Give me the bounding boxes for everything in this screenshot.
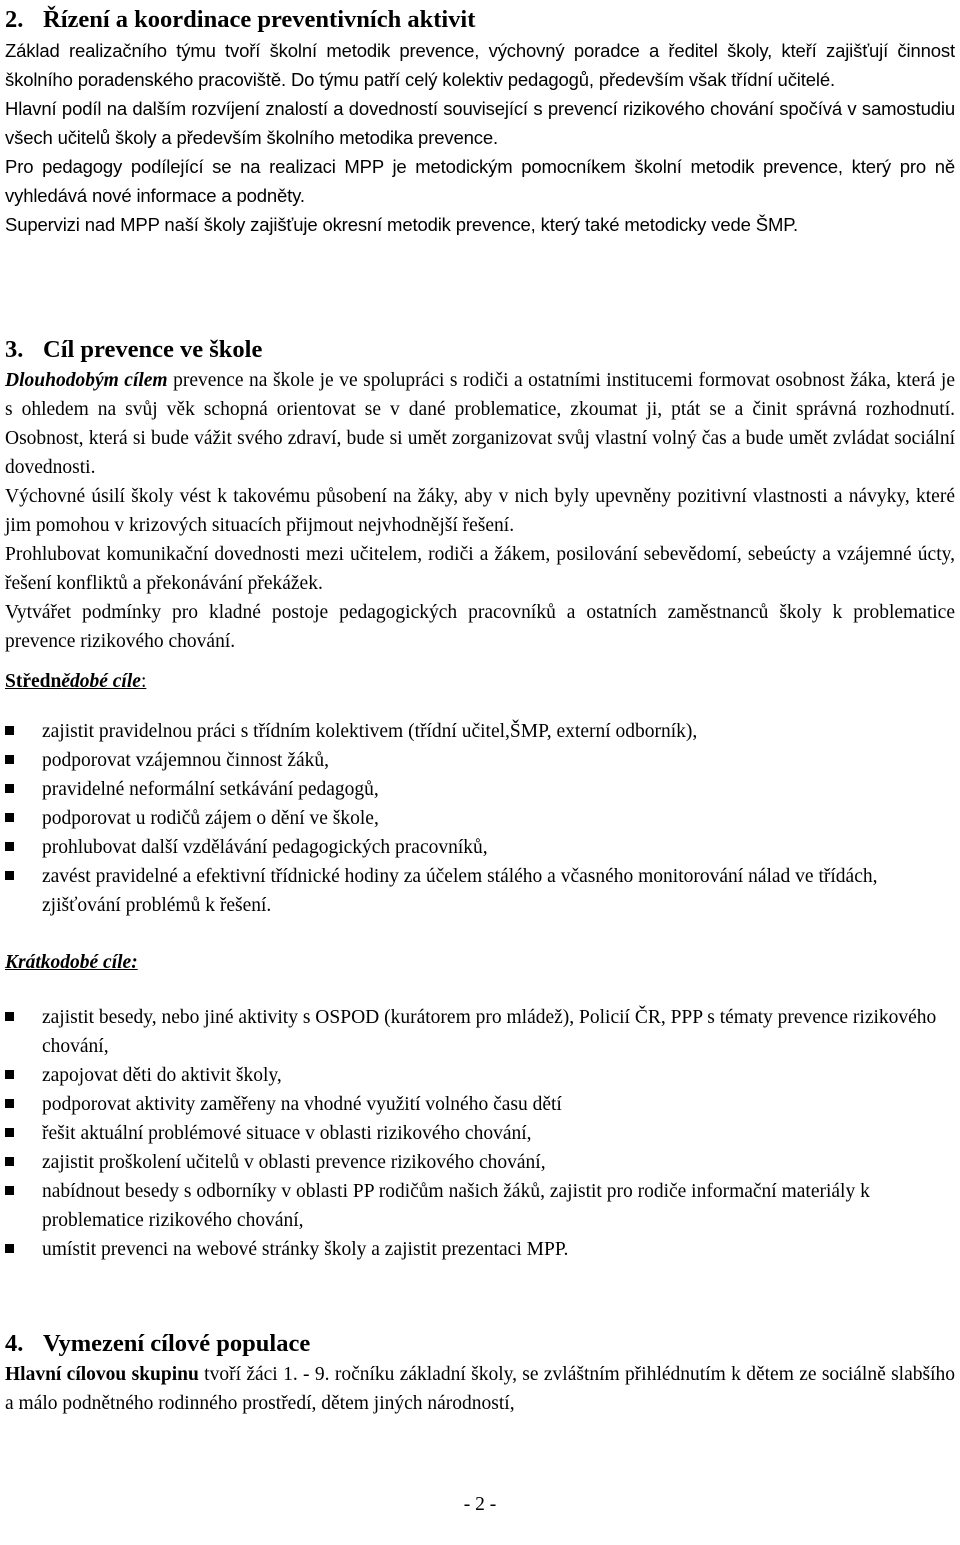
- list-item: pravidelné neformální setkávání pedagogů,: [5, 775, 955, 804]
- list-item: zajistit pravidelnou práci s třídním kolektivem (třídní učitel,ŠMP, externí odborník),: [5, 717, 955, 746]
- midterm-goals-heading: [5, 667, 955, 696]
- shortterm-goals-heading: [5, 948, 955, 977]
- section-3-paragraph-longterm: [5, 366, 955, 482]
- section-3-paragraph-conditions: Vytvářet podmínky pro kladné postoje pedagogických pracovníků a ostatních zaměstnanců školy k problematice prevence rizikového chování.: [5, 602, 955, 652]
- section-4: [5, 1328, 955, 1418]
- section-2-heading: [5, 4, 955, 36]
- list-item: nabídnout besedy s odborníky v oblasti PP rodičům našich žáků, zajistit pro rodiče informační materiály k problematice rizikového chování,: [5, 1177, 955, 1235]
- list-item: umístit prevenci na webové stránky školy a zajistit prezentaci MPP.: [5, 1235, 955, 1264]
- section-4-heading: [5, 1328, 955, 1360]
- list-item: řešit aktuální problémové situace v oblasti rizikového chování,: [5, 1119, 955, 1148]
- longterm-lead: Dlouhodobým cílem: [5, 370, 168, 391]
- target-group-text: tvoří žáci 1. - 9. ročníku základní školy, se zvláštním přihlédnutím k dětem ze sociálně slabšího a málo podnětného rodinného prostředí, dětem jiných národností,: [5, 1364, 955, 1414]
- section-2-paragraph-supervision: Supervizi nad MPP naší školy zajišťuje okresní metodik prevence, který také metodicky vede ŠMP.: [5, 214, 799, 235]
- page-number: - 2 -: [463, 1494, 497, 1515]
- section-3-heading: [5, 334, 955, 366]
- list-item: zavést pravidelné a efektivní třídnické hodiny za účelem stálého a včasného monitorování nálad ve třídách, zjišťování problémů k řešení.: [5, 862, 955, 920]
- shortterm-goals-list: [5, 1003, 955, 1264]
- midterm-heading-colon: :: [140, 671, 147, 692]
- longterm-text: prevence na škole je ve spolupráci s rodiči a ostatními institucemi formovat osobnost žáka, která je s ohledem na svůj věk schopná orientovat se v dané problematice, zkoumat ji, ptát se a činit správná rozhodnutí. Osobnost, která si bude vážit svého zdraví, bude si umět zorganizovat svůj vlastní volný čas a bude umět zvládat sociální dovednosti.: [5, 370, 956, 478]
- list-item: prohlubovat další vzdělávání pedagogických pracovníků,: [5, 833, 955, 862]
- target-group-lead: Hlavní cílovou skupinu: [5, 1364, 199, 1385]
- shortterm-heading-text: Krátkodobé cíle:: [5, 952, 138, 973]
- section-3-paragraph-communication: Prohlubovat komunikační dovednosti mezi učitelem, rodiči a žákem, posilování sebevědomí, sebeúcty a vzájemné úcty, řešení konfliktů a překonávání překážek.: [5, 544, 955, 594]
- midterm-goals-list: [5, 717, 955, 920]
- list-item: podporovat u rodičů zájem o dění ve škole,: [5, 804, 955, 833]
- section-2-paragraph-team: Základ realizačního týmu tvoří školní metodik prevence, výchovný poradce a ředitel školy, kteří zajišťují činnost školního poradenského pracoviště. Do týmu patří celý kolektiv pedagogů, především však třídní učitelé.: [5, 40, 955, 90]
- section-2-title: Řízení a koordinace preventivních aktivit: [43, 6, 476, 33]
- section-2-paragraph-methodist: Pro pedagogy podílející se na realizaci MPP je metodickým pomocníkem školní metodik prevence, který pro ně vyhledává nové informace a podněty.: [5, 156, 955, 206]
- list-item: zajistit besedy, nebo jiné aktivity s OSPOD (kurátorem pro mládež), Policií ČR, PPP s tématy prevence rizikového chování,: [5, 1003, 955, 1061]
- list-item: podporovat aktivity zaměřeny na vhodné využití volného času dětí: [5, 1090, 955, 1119]
- section-3-paragraph-educational: Výchovné úsilí školy vést k takovému působení na žáky, aby v nich byly upevněny pozitivní vlastnosti a návyky, které jim pomohou v krizových situacích přijmout nejvhodnější řešení.: [5, 486, 955, 536]
- section-2: [5, 4, 955, 239]
- section-4-title: Vymezení cílové populace: [43, 1330, 311, 1357]
- section-4-paragraph: [5, 1360, 955, 1418]
- section-3: [5, 334, 955, 1264]
- section-2-number: 2.: [5, 6, 24, 33]
- section-3-title: Cíl prevence ve škole: [43, 336, 263, 363]
- section-4-number: 4.: [5, 1330, 24, 1357]
- list-item: zapojovat děti do aktivit školy,: [5, 1061, 955, 1090]
- list-item: podporovat vzájemnou činnost žáků,: [5, 746, 955, 775]
- midterm-heading-part-a: Středn: [5, 671, 62, 692]
- section-3-number: 3.: [5, 336, 24, 363]
- list-item: zajistit proškolení učitelů v oblasti prevence rizikového chování,: [5, 1148, 955, 1177]
- midterm-heading-part-b: ědobé cíle: [61, 671, 141, 692]
- section-2-paragraph-selfstudy: Hlavní podíl na dalším rozvíjení znalostí a dovedností související s prevencí rizikového chování spočívá v samostudiu všech učitelů školy a především školního metodika prevence.: [5, 98, 955, 148]
